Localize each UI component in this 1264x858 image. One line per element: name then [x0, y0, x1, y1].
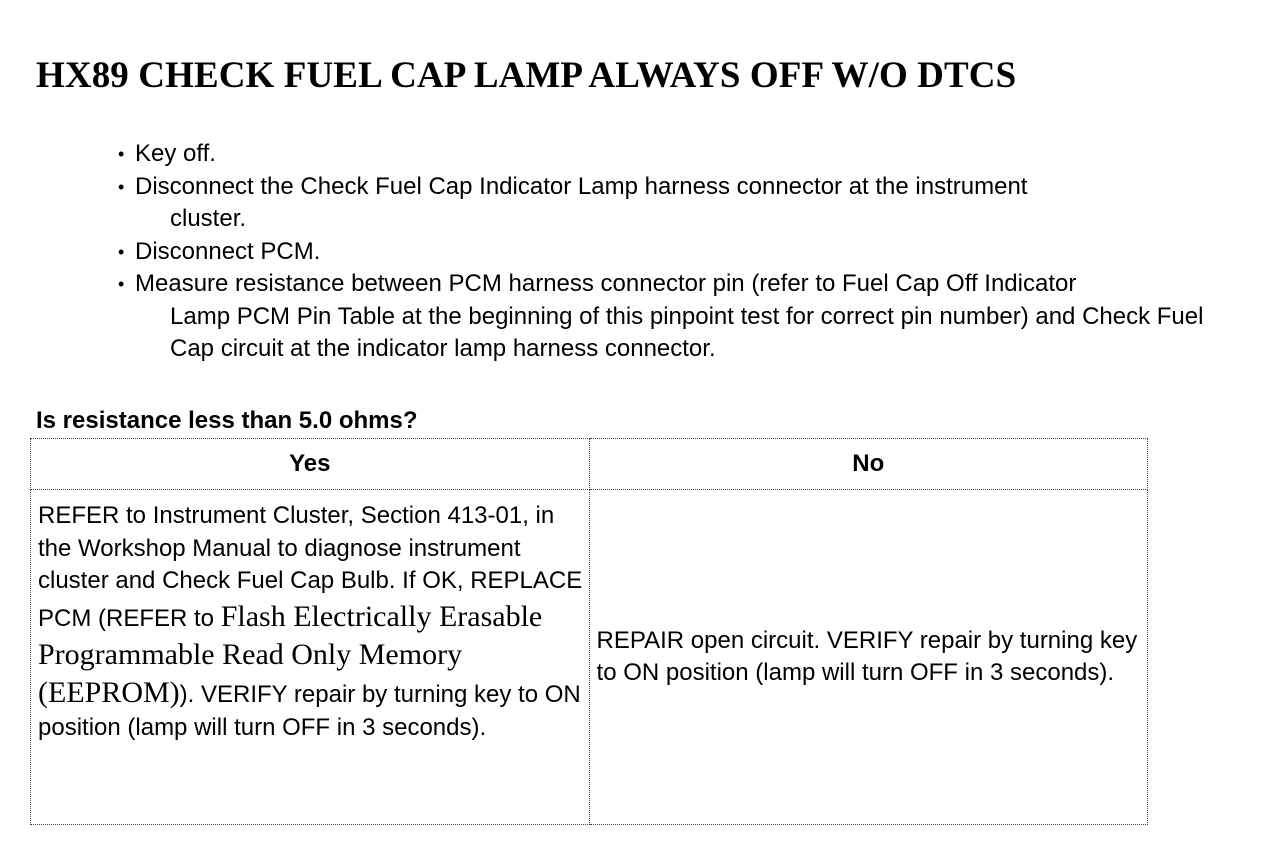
yes-text-before: REFER to Instrument Cluster, Section 413-01, in the Workshop Manual to diagnose instrument cluster and Check Fuel Cap Bulb. If OK, REPLACE PCM (REFER to	[38, 502, 583, 632]
bullet-icon: •	[118, 241, 125, 262]
result-table	[30, 438, 1148, 825]
no-action-cell: REPAIR open circuit. VERIFY repair by turning key to ON position (lamp will turn OFF in 3 seconds).	[589, 490, 1147, 825]
step-text: Disconnect the Check Fuel Cap Indicator Lamp harness connector at the instrument	[135, 172, 1028, 200]
step-item	[118, 268, 1238, 366]
step-text: Disconnect PCM.	[135, 237, 321, 265]
step-text: Measure resistance between PCM harness connector pin (refer to Fuel Cap Off Indicator	[135, 270, 1077, 297]
bullet-icon: •	[118, 274, 125, 294]
step-item	[118, 236, 1238, 269]
yes-text-after: ). VERIFY repair by turning key to ON position (lamp will turn OFF in 3 seconds).	[38, 680, 581, 741]
step-item	[118, 171, 1238, 236]
eeprom-procedure-link[interactable]: Flash Electrically Erasable Programmable Read Only Memory (EEPROM)	[38, 599, 543, 709]
step-item	[118, 138, 1238, 171]
step-text: Key off.	[135, 140, 216, 167]
table-row	[31, 490, 1148, 825]
bullet-icon: •	[118, 144, 125, 164]
yes-action-cell	[31, 490, 590, 825]
header-no: No	[589, 439, 1147, 490]
procedure-steps	[118, 138, 1238, 366]
table-header-row	[31, 439, 1148, 490]
test-question: Is resistance less than 5.0 ohms?	[36, 407, 418, 434]
step-text-continued: cluster.	[170, 205, 247, 232]
step-text-continued: Lamp PCM Pin Table at the beginning of this pinpoint test for correct pin number) and Check Fuel Cap circuit at the indicator lamp harness connector.	[170, 302, 1204, 362]
page-title: HX89 CHECK FUEL CAP LAMP ALWAYS OFF W/O DTCS	[36, 55, 1017, 96]
bullet-icon: •	[118, 176, 125, 197]
header-yes: Yes	[31, 439, 590, 490]
